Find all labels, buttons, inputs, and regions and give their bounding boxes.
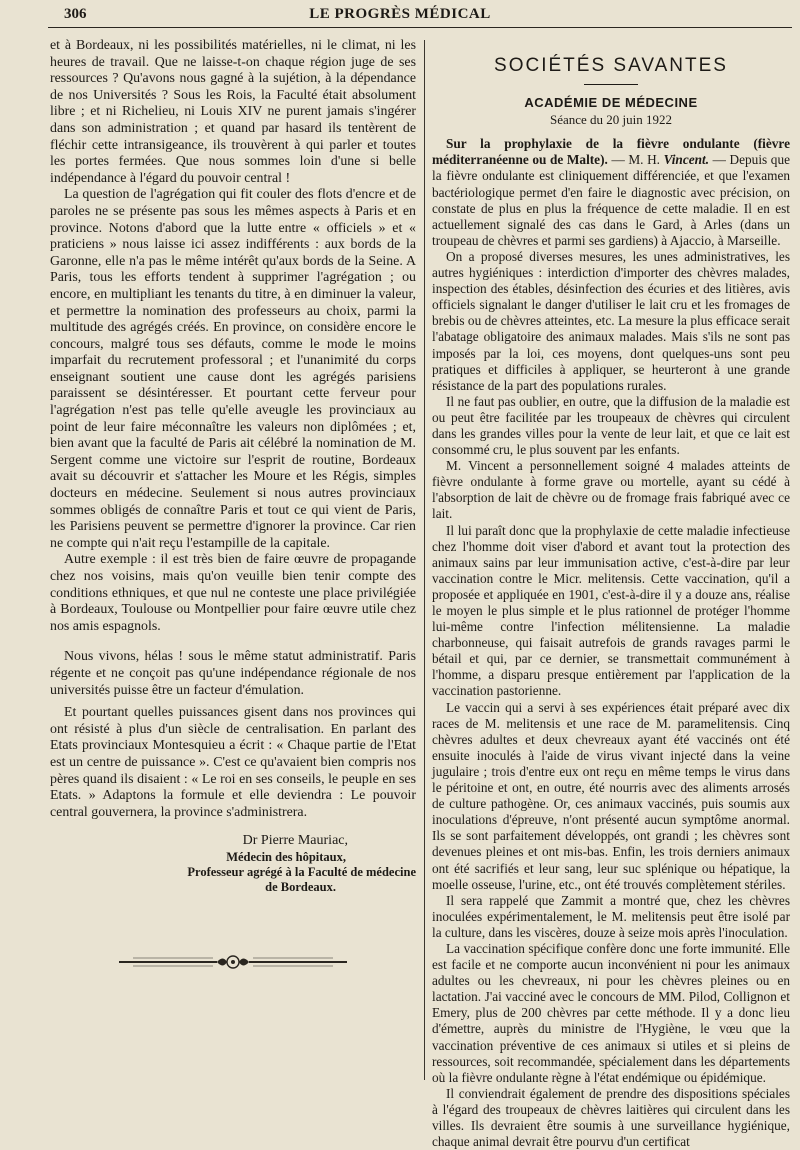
author-title: Dr: [242, 833, 258, 849]
report-dash: — M. H.: [607, 152, 664, 168]
report-author: Vincent.: [663, 152, 710, 168]
article-paragraph: et à Bordeaux, ni les possibilités matérielles, ni le climat, ni les heures de travail. Que ne laisse-t-on chaque région juge de ses ressources ? Qu'avons nous gagné à la sujétion, à la dépendance de nos Universités ? Sous les Rois, la Faculté était absolument libre ; et ni Richelieu, ni Louis XIV ne purent jamais s'ingérer dans son administration ; et quand par hasard ils tentèrent de fléchir cette intransigeance, ils trouvèrent à qui parler et toutes les portes fermées. Que nous sommes loin d'une si belle indépendance à l'égard du pouvoir central !: [50, 38, 416, 186]
title-rule: [584, 84, 638, 85]
report-paragraph: Il sera rappelé que Zammit a montré que, chez les chèvres inoculées expérimentalement, le M. melitensis peut être isolé par la culture, dans les viscères, douze à seize mois après l'inoculation.: [432, 892, 790, 940]
report-text: — Depuis que la fièvre ondulante est cliniquement différenciée, et que l'examen bactériologique permet d'en faire le diagnostic avec précision, on constate de plus en plus la fréquence de cette maladie. Il en est actuellement signalé des cas dans le Gard, à Arles (dans un troupeau de chèvres et parmi ses gardiens) à Ajaccio, à Marseille.: [432, 152, 790, 248]
decorative-ornament: [113, 953, 353, 971]
article-paragraph: Et pourtant quelles puissances gisent dans nos provinces qui ont résisté à plus d'un siècle de centralisation. En parlant des Etats provinciaux Montesquieu a écrit : « Chaque partie de l'Etat est un centre de puissance ». C'est ce qu'avaient bien compris nos pères quand ils disaient : « Le roi en ses conseils, le peuple en ses Etats. » Adaptons la formule et elle deviendra : Le pouvoir central gouvernera, la province s'administrera.: [50, 705, 416, 820]
report-paragraph: [432, 136, 790, 249]
header-rule: [48, 27, 792, 28]
author-affiliation: Médecin des hôpitaux,: [226, 849, 346, 864]
page-number: 306: [64, 6, 87, 22]
report-paragraph: Il lui paraît donc que la prophylaxie de cette maladie infectieuse chez l'homme doit viser d'abord et avant tout la protection des animaux sains par leur immunisation active, c'est-à-dire par leur vaccination contre le Micr. melitensis. Cette vaccination, qu'il a proposée et appliquée en 1901, c'est-à-dire il y a douze ans, réalise le moyen le plus simple et le plus rationnel de protéger l'homme lui-même contre l'infection mélitensienne. La maladie charbonneuse, qui faisait autrefois de grands ravages parmi le bétail et qui, par ce dernier, se transmettait communément à l'homme, a disparu presque entièrement par l'application de la vaccination pastorienne.: [432, 522, 790, 699]
left-column: [50, 38, 416, 971]
report-topic: Sur la prophylaxie de la fièvre ondulante (fièvre méditerranéenne ou de Malte).: [432, 136, 790, 168]
article-paragraph: Nous vivons, hélas ! sous le même statut administratif. Paris régente et ne conçoit pas qu'une indépendance régionale de nos universités puisse être un facteur d'émulation.: [50, 649, 416, 698]
report-paragraph: Il conviendrait également de prendre des dispositions spéciales à l'égard des troupeaux de chèvres laitières qui circulent dans les villes. Ils devraient être soumis à une surveillance hygiénique, chaque animal devrait être pourvu d'un certificat: [432, 1085, 790, 1150]
report-paragraph: Il ne faut pas oublier, en outre, que la diffusion de la maladie est ou peut être facilitée par les troupeaux de chèvres qui circulent dans les grandes villes pour la vente de leur lait, et que ce lait est consommé cru, le plus souvent par les enfants.: [432, 393, 790, 458]
subsection-title: ACADÉMIE DE MÉDECINE: [524, 95, 698, 111]
right-column: [432, 38, 790, 1150]
report-paragraph: La vaccination spécifique confère donc une forte immunité. Elle est facile et ne comporte aucun inconvénient ni pour les animaux adultes ou les chevreaux, ni pour les chèvres pleines ou en lactation. J'ai vacciné avec le concours de MM. Pilod, Collignon et Emery, plus de 200 chèvres par cette méthode. Il y a donc lieu d'émettre, auprès du ministre de l'Hygiène, le vœu que la vaccination préventive de ces animaux si utiles et si pleins de ressources, soit recommandée, spécialement dans les départements où la fièvre ondulante règne à l'état endémique ou épidémique.: [432, 940, 790, 1085]
author-name: [50, 833, 348, 850]
session-date: Séance du 20 juin 1922: [549, 112, 673, 128]
author-signature: [50, 833, 416, 895]
report-paragraph: M. Vincent a personnellement soigné 4 malades atteints de fièvre ondulante à forme grave ou mortelle, ayant su cédé à l'absorption de lait de chèvre ou de fromage frais fabriqué avec ce lait.: [432, 458, 790, 522]
section-title: SOCIÉTÉS SAVANTES: [494, 55, 728, 76]
author-fullname: Pierre Mauriac,: [260, 833, 348, 849]
author-affiliation: de Bordeaux.: [265, 879, 336, 894]
article-paragraph: Autre exemple : il est très bien de faire œuvre de propagande chez nos voisins, mais qu'on veuille bien tenir compte des conditions ethniques, et que nul ne conteste une place privilégiée à Bordeaux, Toulouse ou Montpellier pour faire œuvre utile chez nos amis espagnols.: [50, 552, 416, 634]
article-paragraph: La question de l'agrégation qui fit couler des flots d'encre et de paroles ne se présente pas sous les mêmes aspects à Paris et en province. Notons d'abord que la lutte entre « officiels » et « praticiens » nous laisse ici assez indifférents : aux bords de la Garonne, elle n'a pas le même intérêt qu'aux bords de la Seine. A Paris, tous les efforts tendent à supprimer l'agrégation ; ou encore, en multipliant les tenants du titre, à en diminuer la valeur, et permettre la nomination des professeurs au choix, parmi la multitude des agrégés créés. En province, on considère encore le concours, malgré tous ses défauts, comme le mode le moins imparfait du recrutement professoral ; et l'unanimité du corps enseignant soutient une cause dont les agrégés parisiens paraissent se désintéresser. Et pourtant cette ferveur pour l'agrégation n'est pas telle qu'elle aveugle les provinciaux au point de leur faire méconnaître les valeurs non diplômées ; et, bien avant que la faculté de Paris ait célébré la nomination de M. Sergent comme une victoire sur l'esprit de routine, Bordeaux avait su découvrir et s'attacher les Moure et les Régis, simples docteurs en médecine. Seulement si nous autres provinciaux sommes obligés de connaître Paris et tout ce qui vient de Paris, les Parisiens peuvent se permettre d'ignorer la province. Car rien ne compte qui n'ait reçu l'estampille de la capitale.: [50, 187, 416, 551]
author-affiliation: Professeur agrégé à la Faculté de médecine: [187, 864, 416, 879]
report-paragraph: On a proposé diverses mesures, les unes administratives, les autres hygiéniques : interdiction d'importer des chèvres malades, inspection des étables, désinfection des écuries et des litières, avis officiels signalant le danger d'utiliser le lait cru et les fromages de brebis ou de chèvres atteintes, etc. La mesure la plus efficace serait l'abatage obligatoire des animaux malades. Mais s'ils ne sont pas imposés par la loi, ces moyens, dont quelques-uns sont peu pratiques et difficiles à appliquer, se heurteront à une grande résistance de la part des populations rurales.: [432, 248, 790, 393]
page-header: [0, 0, 800, 30]
journal-title: LE PROGRÈS MÉDICAL: [309, 6, 491, 22]
column-divider: [424, 40, 425, 1080]
report-paragraph: Le vaccin qui a servi à ses expériences était préparé avec dix races de M. melitensis et une race de M. paramelitensis. Cinq chèvres adultes et deux chevreaux ayant été vaccinés ont été ensuite inoculés à l'aide de virus vivant injecté dans la veine jugulaire ; trois d'entre eux ont reçu en même temps le virus dans le péritoine et ont, en outre, été nourris avec des aliments arrosés de culture pathogène. Or, ces animaux vaccinés, puis soumis aux inoculations d'épreuve, n'ont présenté aucun symptôme anormal. Ils se sont parfaitement développés, ont grandi ; les chèvres sont devenues pleines et ont mis-bas. Enfin, les trois derniers animaux ont été sacrifiés et leur sang, leur suc splénique ou hépatique, la moelle osseuse, l'urine, etc., ont été trouvés complètement stériles.: [432, 699, 790, 892]
